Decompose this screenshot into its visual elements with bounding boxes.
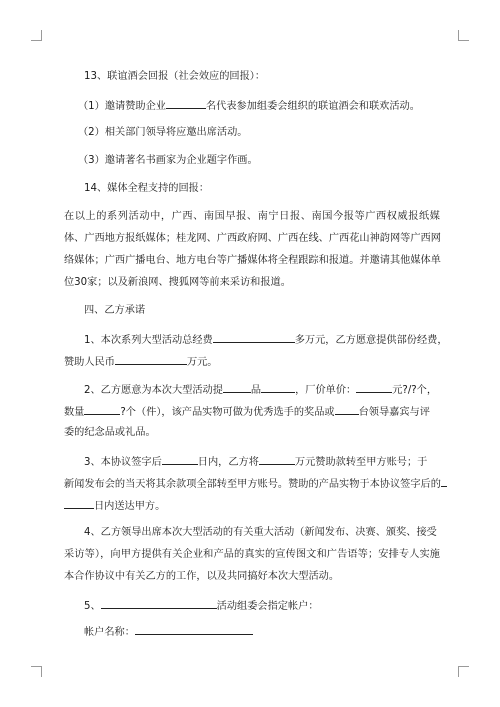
crop-mark-top-right — [458, 30, 469, 41]
blank-field — [162, 454, 198, 465]
crop-mark-bottom-right — [458, 666, 469, 677]
clause-2-line-2: 数量 ?个（件），该产品实物可做为优秀选手的奖品或 台领导嘉宾与评 — [64, 404, 430, 419]
crop-mark-bottom-left — [31, 666, 42, 677]
heading-13: 13、联谊酒会回报（社会效应的回报）： — [84, 71, 266, 82]
blank-field — [356, 382, 392, 393]
clause-1-line-1: 1、本次系列大型活动总经费 多万元，乙方愿意提供部份经费， — [84, 332, 448, 347]
clause-2-line-1: 2、乙方愿意为本次大型活动提 品 ，厂价单价： 元?/?个， — [84, 382, 437, 397]
clause-4-line-1: 4、乙方领导出席本次大型活动的有关重大活动（新闻发布、决赛、颁奖、接受 — [84, 527, 437, 538]
clause-3-line-2: 新闻发布会的当天将其余款项全部转至甲方账号。赞助的产品实物于本协议签字后的 — [64, 476, 447, 491]
paragraph-14-line-1: 在以上的系列活动中，广西、南国早报、南宁日报、南国今报等广西权威报纸媒 — [64, 211, 440, 222]
clause-4-line-2: 采访等），向甲方提供有关企业和产品的真实的宣传图文和广告语等；安排专人实施 — [64, 549, 440, 560]
clause-3-line-1: 3、本协议签字后 日内，乙方将 万元赞助款转至甲方账号；于 — [84, 454, 427, 469]
blank-field — [101, 598, 217, 609]
paragraph-13-2: （2）相关部门领导将应邀出席活动。 — [78, 127, 248, 138]
paragraph-13-1: （1）邀请赞助企业 名代表参加组委会组织的联谊酒会和联欢活动。 — [78, 98, 420, 113]
blank-field — [213, 332, 295, 343]
blank-field — [259, 454, 295, 465]
paragraph-14-line-4: 位30家；以及新浪网、搜狐网等前来采访和报道。 — [64, 277, 291, 288]
crop-mark-top-left — [31, 30, 42, 41]
heading-party-b: 四、乙方承诺 — [84, 305, 146, 316]
blank-field — [223, 382, 251, 393]
blank-field — [64, 498, 94, 509]
paragraph-14-line-2: 体、广西地方报纸媒体；桂龙网、广西政府网、广西在线、广西花山神韵网等广西网 — [64, 233, 441, 244]
clause-2-line-3: 委的纪念品或礼品。 — [64, 427, 156, 438]
blank-field — [84, 404, 120, 415]
blank-field — [166, 98, 206, 109]
account-name-blank — [135, 624, 253, 635]
clause-1-line-2: 赞助人民币 万元。 — [64, 354, 218, 369]
clause-5: 5、 活动组委会指定帐户： — [84, 598, 319, 613]
clause-4-line-3: 本合作协议中有关乙方的工作，以及共同搞好本次大型活动。 — [64, 571, 340, 582]
blank-field — [335, 404, 359, 415]
clause-3-line-3: 日内送达甲方。 — [64, 498, 165, 513]
blank-field — [261, 382, 295, 393]
blank-field — [115, 354, 187, 365]
account-name-line: 帐户名称： — [84, 624, 253, 639]
blank-field — [441, 476, 447, 487]
paragraph-14-line-3: 络媒体；广西广播电台、地方电台等广播媒体将全程跟踪和报道。并邀请其他媒体单 — [64, 255, 441, 266]
paragraph-13-3: （3）邀请著名书画家为企业题字作画。 — [78, 155, 258, 166]
heading-14: 14、媒体全程支持的回报： — [84, 183, 210, 194]
